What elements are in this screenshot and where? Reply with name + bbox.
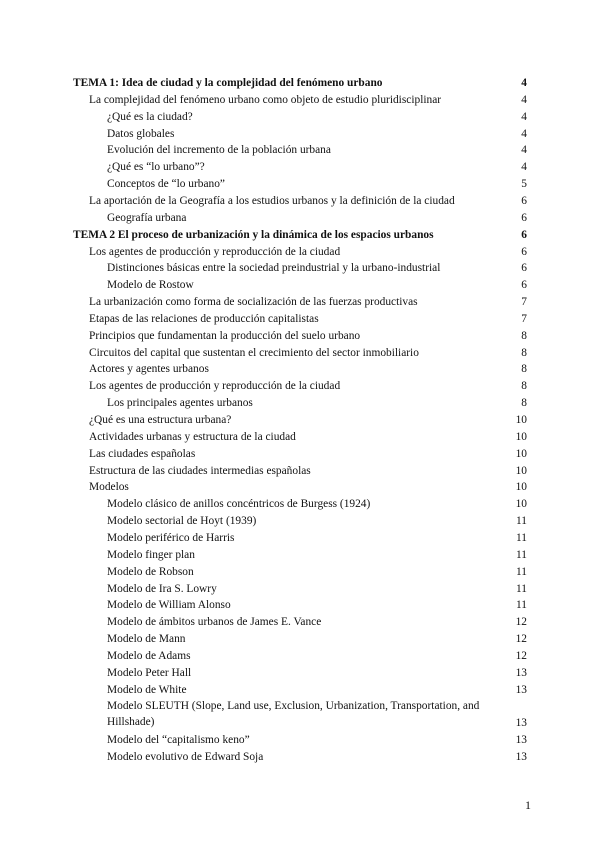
- toc-entry-page: 8: [521, 346, 527, 359]
- toc-entry-title: ¿Qué es una estructura urbana?: [89, 414, 232, 426]
- toc-entry[interactable]: [89, 446, 527, 463]
- page-number: 1: [525, 798, 531, 812]
- toc-entry-title: Estructura de las ciudades intermedias españolas: [89, 464, 311, 477]
- toc-entry-title: Modelo de Adams: [107, 649, 191, 662]
- toc-entry-title: Actores y agentes urbanos: [89, 363, 209, 376]
- toc-entry-title: Modelo del “capitalismo keno”: [107, 734, 250, 747]
- toc-entry-title: Modelo de White: [107, 683, 187, 696]
- toc-entry-title: Modelo sectorial de Hoyt (1939): [107, 515, 257, 528]
- toc-entry-page: 4: [521, 161, 527, 174]
- toc-entry-page: 12: [515, 633, 527, 646]
- toc-entry-page: 7: [521, 312, 527, 325]
- toc-entry-page: 13: [515, 717, 527, 730]
- toc-entry-page: 6: [521, 211, 527, 224]
- toc-entry-page: 4: [521, 77, 527, 89]
- toc-entry-title: Etapas de las relaciones de producción capitalistas: [89, 312, 319, 325]
- toc-entry[interactable]: [107, 597, 527, 614]
- toc-entry-page: 11: [516, 599, 527, 612]
- toc-entry[interactable]: [89, 345, 527, 362]
- toc-entry-page: 10: [515, 430, 527, 443]
- toc-entry[interactable]: [107, 648, 527, 665]
- toc-entry-title: Datos globales: [107, 127, 175, 140]
- toc-entry-page: 11: [516, 548, 527, 561]
- toc-entry-title: Evolución del incremento de la población urbana: [107, 144, 331, 157]
- toc-entry-title: ¿Qué es “lo urbano”?: [107, 161, 205, 174]
- toc-entry-page: 4: [521, 127, 527, 140]
- toc-entry[interactable]: [89, 412, 527, 429]
- toc-entry-page: 10: [515, 464, 527, 477]
- toc-entry[interactable]: [107, 159, 527, 176]
- toc-entry[interactable]: [89, 361, 527, 378]
- toc-entry-title: Principios que fundamentan la producción del suelo urbano: [89, 329, 361, 342]
- toc-entry-page: 10: [515, 481, 527, 494]
- toc-entry-title: Los agentes de producción y reproducción de la ciudad: [89, 380, 341, 393]
- toc-entry-page: 10: [515, 414, 527, 426]
- toc-entry[interactable]: [73, 75, 527, 92]
- toc-entry-title: ¿Qué es la ciudad?: [107, 110, 193, 123]
- toc-entry-page: 4: [521, 110, 527, 123]
- toc-entry-title: TEMA 1: Idea de ciudad y la complejidad del fenómeno urbano: [73, 77, 383, 89]
- toc-entry-title: Los principales agentes urbanos: [107, 397, 253, 410]
- toc-entry[interactable]: [89, 244, 527, 261]
- toc-entry[interactable]: [107, 176, 527, 193]
- toc-entry-title: Modelo evolutivo de Edward Soja: [107, 751, 264, 763]
- toc-entry-page: 8: [521, 397, 527, 410]
- toc-entry-title: Modelo clásico de anillos concéntricos de Burgess (1924): [107, 498, 371, 511]
- toc-entry-page: 13: [515, 683, 527, 696]
- toc-entry[interactable]: [89, 378, 527, 395]
- toc-entry[interactable]: [107, 614, 527, 631]
- toc-entry-title: Modelo SLEUTH (Slope, Land use, Exclusion, Urbanization, Transportation, and Hillshade): [107, 700, 480, 729]
- toc-entry[interactable]: [89, 92, 527, 109]
- toc-entry[interactable]: [107, 530, 527, 547]
- toc-entry[interactable]: [107, 631, 527, 648]
- toc-entry-title: Modelo Peter Hall: [107, 666, 192, 679]
- toc-entry-page: 6: [521, 228, 527, 241]
- toc-entry-title: Modelo de Robson: [107, 565, 194, 578]
- toc-entry[interactable]: [107, 260, 527, 277]
- toc-entry[interactable]: [89, 294, 527, 311]
- toc-entry-title: Modelo de William Alonso: [107, 599, 231, 612]
- toc-entry-page: 6: [521, 262, 527, 275]
- toc-entry-page: 6: [521, 279, 527, 292]
- toc-entry-title: Modelos: [89, 481, 129, 494]
- toc-entry-page: 13: [515, 666, 527, 679]
- toc-entry-page: 6: [521, 245, 527, 258]
- toc-entry-page: 13: [515, 734, 527, 747]
- toc-entry-page: 5: [521, 178, 527, 191]
- toc-entry[interactable]: [107, 277, 527, 294]
- toc-entry-page: 11: [516, 515, 527, 528]
- toc-entry-page: 12: [515, 616, 527, 629]
- toc-entry-page: 7: [521, 296, 527, 309]
- toc-entry-title: Actividades urbanas y estructura de la ciudad: [89, 430, 296, 443]
- toc-entry[interactable]: [107, 142, 527, 159]
- toc-entry[interactable]: [107, 210, 527, 227]
- toc-entry-page: 8: [521, 380, 527, 393]
- toc-entry[interactable]: [107, 513, 527, 530]
- toc-entry-title: La aportación de la Geografía a los estudios urbanos y la definición de la ciudad: [89, 194, 455, 207]
- toc-entry[interactable]: [89, 328, 527, 345]
- toc-entry-title: Distinciones básicas entre la sociedad preindustrial y la urbano-industrial: [107, 262, 441, 275]
- toc-entry-page: 11: [516, 582, 527, 595]
- toc-entry[interactable]: [89, 193, 527, 210]
- toc-entry-title: La complejidad del fenómeno urbano como objeto de estudio pluridisciplinar: [89, 93, 442, 106]
- toc-entry[interactable]: [107, 564, 527, 581]
- toc-entry[interactable]: [107, 732, 527, 749]
- toc-entry-title: Modelo de Ira S. Lowry: [107, 582, 217, 595]
- toc-entry-title: Las ciudades españolas: [89, 447, 196, 460]
- toc-entry[interactable]: [107, 109, 527, 126]
- toc-entry-title: Geografía urbana: [107, 211, 187, 224]
- toc-entry-title: Modelo de ámbitos urbanos de James E. Vance: [107, 616, 322, 629]
- toc-entry-page: 11: [516, 565, 527, 578]
- toc-entry-page: 13: [515, 751, 527, 763]
- toc-entry-page: 8: [521, 329, 527, 342]
- toc-entry[interactable]: [89, 311, 527, 328]
- toc-entry-title: La urbanización como forma de socialización de las fuerzas productivas: [89, 296, 418, 309]
- toc-entry[interactable]: [107, 581, 527, 598]
- toc-entry[interactable]: [107, 665, 527, 682]
- toc-entry-title: Modelo finger plan: [107, 548, 195, 561]
- toc-entry-title: Circuitos del capital que sustentan el crecimiento del sector inmobiliario: [89, 346, 419, 359]
- toc-entry[interactable]: [107, 547, 527, 564]
- toc-entry[interactable]: [89, 463, 527, 480]
- toc-entry-page: 12: [515, 649, 527, 662]
- toc-entry[interactable]: [73, 227, 527, 244]
- toc-entry[interactable]: [89, 429, 527, 446]
- toc-entry-title: Los agentes de producción y reproducción de la ciudad: [89, 245, 341, 258]
- toc-entry-title: TEMA 2 El proceso de urbanización y la dinámica de los espacios urbanos: [73, 228, 434, 241]
- toc-entry-title: Modelo periférico de Harris: [107, 531, 235, 544]
- toc-entry[interactable]: [107, 749, 527, 766]
- toc-entry-title: Modelo de Rostow: [107, 279, 194, 292]
- toc-entry-page: 4: [521, 144, 527, 157]
- toc-entry[interactable]: [89, 479, 527, 496]
- toc-entry-page: 10: [515, 498, 527, 511]
- toc-entry[interactable]: [107, 682, 527, 699]
- toc-entry[interactable]: [107, 496, 527, 513]
- toc-entry-page: 10: [515, 447, 527, 460]
- toc-entry[interactable]: [107, 126, 527, 143]
- toc-entry[interactable]: [107, 395, 527, 412]
- toc-entry[interactable]: [107, 698, 527, 732]
- toc-entry-page: 11: [516, 531, 527, 544]
- toc-entry-page: 8: [521, 363, 527, 376]
- toc-entry-title: Modelo de Mann: [107, 633, 186, 646]
- toc-entry-title: Conceptos de “lo urbano”: [107, 178, 225, 191]
- toc-entry-page: 4: [521, 93, 527, 106]
- toc-entry-page: 6: [521, 194, 527, 207]
